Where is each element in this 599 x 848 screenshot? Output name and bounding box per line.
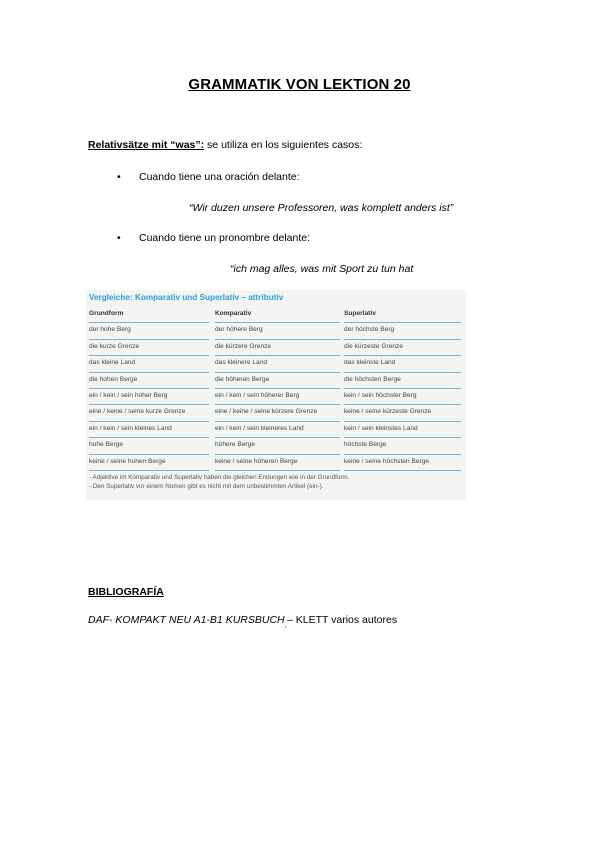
table-cell: keine / seine höchsten Berge [344,455,461,471]
grammar-notes [89,473,349,491]
komparativ-column [215,307,340,471]
table-cell: die kürzeste Grenze [344,340,461,356]
relativsaetze-description: se utiliza en los siguientes casos: [204,139,363,151]
column-header: Superlativ [344,307,461,323]
table-cell: die kürzere Grenze [215,340,340,356]
column-header: Grundform [89,307,209,323]
table-cell: eine / keine / seine kürzere Grenze [215,405,340,421]
grammar-note: - Den Superlativ vor einem Nomen gibt es nicht mit dem unbestimmten Artikel (ein-). [89,483,324,490]
case-label: Cuando tiene una oración delante: [139,171,300,183]
table-cell: kein / sein kleinstes Land [344,422,461,438]
footnote-mark: ¸ [284,621,287,629]
case-list-item [117,171,300,183]
case-label: Cuando tiene un pronombre delante: [139,232,311,244]
table-cell: die höheren Berge [215,373,340,389]
page-title: GRAMMATIK VON LEKTION 20 [188,76,411,93]
bullet-icon: • [117,171,121,183]
case-list-item [117,232,310,244]
table-cell: kein / sein höchster Berg [344,389,461,405]
table-cell: die höchsten Berge [344,373,461,389]
table-cell: der höchste Berg [344,323,461,339]
table-cell: höchste Berge [344,438,461,454]
bibliography-entry [88,614,397,628]
book-publisher: – KLETT varios autores [286,614,398,626]
case-example: “Wir duzen unsere Professoren, was komplett anders ist” [189,202,454,214]
table-cell: hohe Berge [89,438,209,454]
table-cell: ein / kein / sein hoher Berg [89,389,209,405]
table-cell: höhere Berge [215,438,340,454]
table-cell: ein / kein / sein kleineres Land [215,422,340,438]
grammar-note: - Adjektive im Komparativ und Superlativ haben die gleichen Endungen wie in der Grundform. [89,474,350,481]
table-cell: ein / kein / sein kleines Land [89,422,209,438]
table-cell: keine / seine höheren Berge [215,455,340,471]
book-title: DAF- KOMPAKT NEU A1-B1 KURSBUCH [88,614,285,626]
table-cell: keine / seine hohen Berge [89,455,209,471]
table-cell: das kleinste Land [344,356,461,372]
table-cell: das kleinere Land [215,356,340,372]
relativsaetze-intro [88,139,362,151]
column-header: Komparativ [215,307,340,323]
bullet-icon: • [117,232,121,244]
table-cell: keine / seine kürzeste Grenze [344,405,461,421]
table-cell: ein / kein / sein höherer Berg [215,389,340,405]
grammar-table-image [86,290,466,500]
grundform-column [89,307,209,471]
bibliography-heading: BIBLIOGRAFÍA [88,586,164,598]
table-cell: der höhere Berg [215,323,340,339]
case-example: “ich mag alles, was mit Sport zu tun hat [230,263,414,275]
superlativ-column [344,307,461,471]
table-cell: die hohen Berge [89,373,209,389]
grammar-table-title: Vergleiche: Komparativ und Superlativ – attributiv [89,293,284,302]
table-cell: die kurze Grenze [89,340,209,356]
relativsaetze-heading: Relativsätze mit “was”: [88,139,205,151]
table-cell: das kleine Land [89,356,209,372]
table-cell: der hohe Berg [89,323,209,339]
table-cell: eine / keine / seine kurze Grenze [89,405,209,421]
